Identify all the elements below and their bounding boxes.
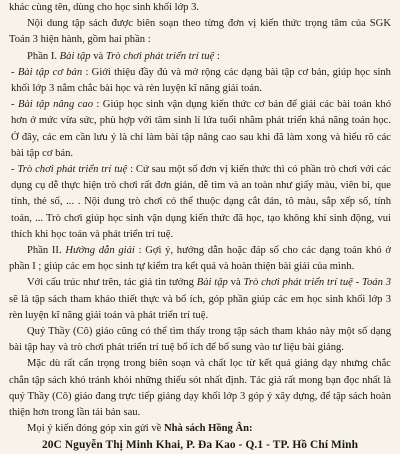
- preface-paragraph: [9, 162, 391, 243]
- preface-paragraph: [9, 65, 391, 97]
- preface-paragraph: [9, 243, 391, 275]
- text-run: Mặc dù rất cẩn trọng trong biên soạn và chất lọc từ kết quả giảng dạy nhưng chắc chắn tập sách khó tránh khỏi những thiếu sót nhất định. Tác giả rất mong bạn đọc nhất là quý Thầy (Cô) giáo đang trực tiếp giảng dạy khối lớp 3 góp ý xây dựng, để tập sách hoàn thiện hơn trong lần tái bản sau.: [9, 358, 391, 419]
- text-run: Bài tập: [59, 50, 91, 62]
- text-run: Với cấu trúc như trên, tác giả tin tưởng: [27, 277, 197, 289]
- text-run: Trò chơi phát triển trí tuệ: [17, 164, 128, 176]
- text-run: Bài tập cơ bản: [17, 66, 83, 78]
- text-run: -: [11, 99, 18, 111]
- text-run: : Giúp học sinh vận dụng kiến thức cơ bản để giải các bài toán khó hơn ở mức vừa sức, phù hợp với tâm sinh lí lứa tuổi nhằm phát triển khả năng toán học. Ở đây, các em cần lưu ý là chỉ làm bài tập nâng cao sau khi đã làm xong và hiểu rõ các bài tập cơ bản.: [11, 99, 392, 159]
- text-run: Nhà sách Hồng Ân:: [163, 423, 253, 435]
- text-run: Mọi ý kiến đóng góp xin gửi về: [27, 423, 164, 435]
- preface-paragraph: [9, 16, 391, 48]
- preface-body: [9, 0, 391, 437]
- publisher-address: 20C Nguyễn Thị Minh Khai, P. Đa Kao - Q.1 - TP. Hồ Chí Minh: [41, 439, 359, 452]
- text-run: Trò chơi phát triển trí tuệ - Toán 3: [243, 277, 392, 289]
- text-run: : Giới thiệu đầy đủ và mở rộng các dạng bài tập cơ bản, giúp học sinh khối lớp 3 nắm chắc bài học và rèn luyện kĩ năng giải toán.: [11, 66, 391, 95]
- text-run: -: [11, 164, 18, 176]
- text-run: Nội dung tập sách được biên soạn theo từng đơn vị kiến thức trọng tâm của SGK Toán 3 hiện hành, gồm hai phần :: [9, 18, 391, 46]
- text-run: và: [227, 277, 244, 289]
- preface-paragraph: [9, 356, 391, 421]
- text-run: Bài tập nâng cao: [17, 99, 93, 111]
- text-run: và: [90, 50, 106, 62]
- text-run: Hướng dẫn giải: [65, 245, 135, 257]
- text-run: :: [214, 50, 220, 62]
- preface-paragraph: [9, 421, 391, 437]
- text-run: -: [11, 66, 18, 78]
- text-run: khác cùng tên, dùng cho học sinh khối lớp 3.: [9, 2, 200, 13]
- text-run: Phần I.: [27, 50, 60, 62]
- text-run: Quý Thầy (Cô) giáo cũng có thể tìm thấy trong tập sách tham khảo này một số dạng bài tập hay và trò chơi phát triển trí tuệ bổ ích để bổ sung vào tư liệu bài giảng.: [9, 326, 391, 354]
- text-run: Bài tập: [196, 277, 228, 289]
- text-run: Phần II.: [27, 245, 66, 257]
- text-run: : Cứ sau một số đơn vị kiến thức thì có phần trò chơi với các dụng cụ dễ thực hiện trò chơi rất đơn giản, dễ tìm và an toàn như giấy màu, viên bi, que tính, thẻ số, ... . Nội dung trò chơi có thể thuộc dạng cắt dán, tô màu, sắp xếp số, tính toán, ... Trò chơi giúp học sinh vận dụng kiến thức đã học, tạo không khí sinh động, vui thích khi học toán và phát triển trí tuệ.: [11, 164, 391, 240]
- text-run: sẽ là tập sách tham khảo thiết thực và bổ ích, góp phần giúp các em học sinh khối lớp 3 rèn luyện kĩ năng giải toán và phát triển trí tuệ.: [9, 293, 391, 321]
- preface-paragraph: [9, 324, 391, 356]
- text-run: Trò chơi phát triển trí tuệ: [105, 50, 215, 62]
- text-run: : Gợi ý, hướng dẫn hoặc đáp số cho các dạng toán khó ở phần I ; giúp các em học sinh tự kiểm tra kết quả và hoàn thiện bài giải của mình.: [9, 245, 391, 273]
- preface-paragraph: [9, 275, 391, 324]
- preface-paragraph: [9, 0, 391, 16]
- preface-paragraph: [9, 49, 391, 65]
- preface-paragraph: [9, 97, 391, 162]
